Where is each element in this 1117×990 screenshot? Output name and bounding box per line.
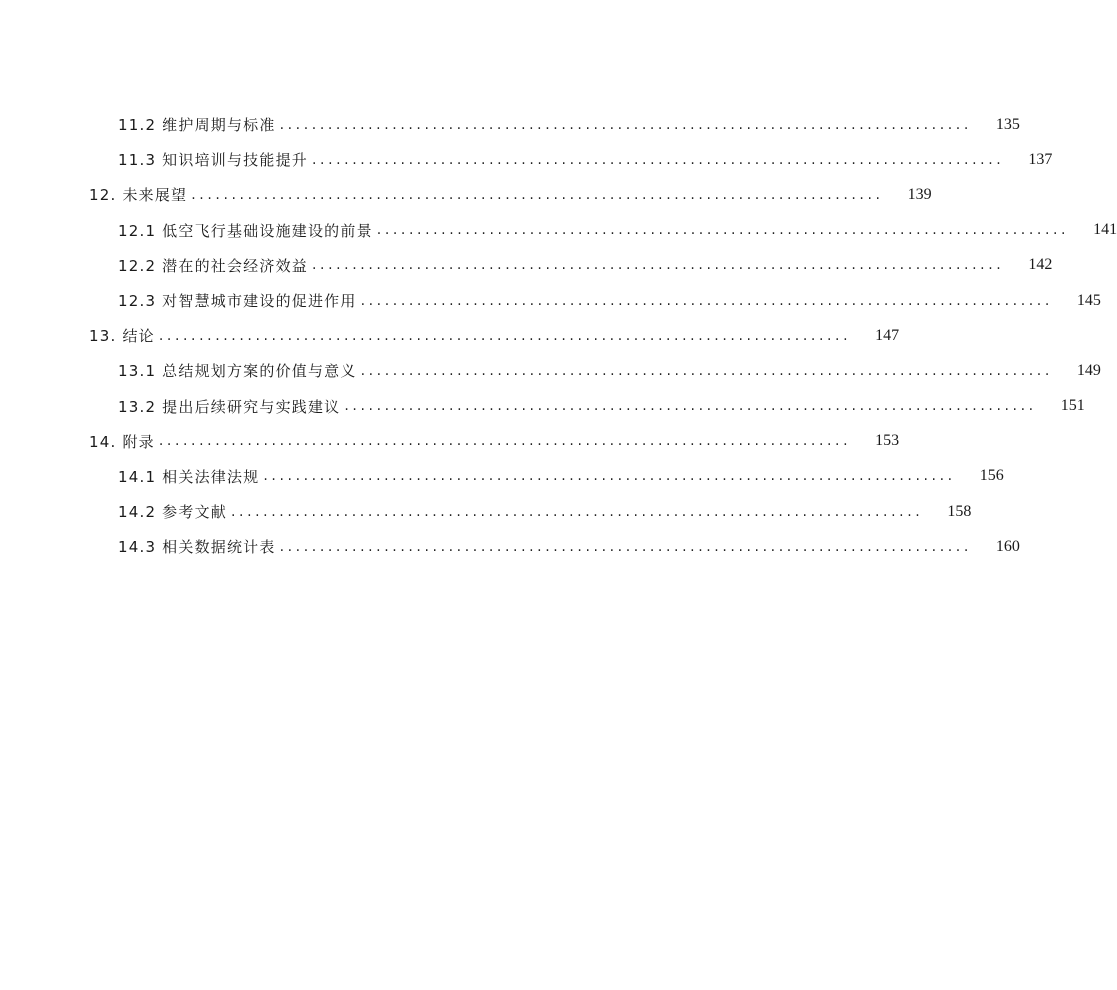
toc-entry-number: 11.2 bbox=[118, 116, 157, 135]
toc-entry[interactable] bbox=[0, 494, 972, 529]
toc-entry[interactable] bbox=[0, 353, 1101, 388]
toc-entry-title: 潜在的社会经济效益 bbox=[162, 256, 308, 275]
toc-entry[interactable] bbox=[0, 389, 1085, 424]
toc-page-number: 158 bbox=[947, 502, 972, 520]
dot-leader: ...................................................................................... bbox=[360, 292, 1053, 309]
toc-entry-title: 相关法律法规 bbox=[162, 467, 260, 486]
toc-entry-title: 未来展望 bbox=[122, 186, 188, 205]
dot-leader: ...................................................................................... bbox=[376, 222, 1070, 239]
toc-page-number: 141 bbox=[1093, 221, 1117, 239]
toc-entry[interactable] bbox=[0, 318, 900, 353]
toc-page-number: 139 bbox=[907, 185, 932, 203]
toc-entry-title: 提出后续研究与实践建议 bbox=[162, 397, 341, 416]
toc-entry-number: 14.3 bbox=[118, 538, 157, 557]
toc-entry-title: 附录 bbox=[122, 432, 155, 451]
toc-entry-number: 13. bbox=[89, 327, 117, 346]
toc-page-number: 135 bbox=[995, 115, 1020, 133]
toc-page-number: 149 bbox=[1076, 361, 1101, 379]
toc-entry[interactable] bbox=[0, 459, 1004, 494]
dot-leader: ...................................................................................... bbox=[191, 186, 884, 203]
toc-entry[interactable] bbox=[0, 107, 1020, 142]
toc-entry-number: 12.1 bbox=[118, 221, 157, 240]
dot-leader: ...................................................................................... bbox=[230, 503, 924, 520]
toc-entry-number: 11.3 bbox=[118, 151, 157, 170]
dot-leader: ...................................................................................... bbox=[344, 398, 1037, 415]
toc-entry[interactable] bbox=[0, 213, 1117, 248]
toc-entry-title: 相关数据统计表 bbox=[162, 538, 276, 557]
toc-entry-number: 14.1 bbox=[118, 467, 157, 486]
toc-entry[interactable] bbox=[0, 248, 1053, 283]
dot-leader: ...................................................................................... bbox=[158, 433, 852, 450]
dot-leader: ...................................................................................... bbox=[263, 468, 956, 485]
dot-leader: ...................................................................................... bbox=[279, 538, 972, 555]
toc-entry-title: 总结规划方案的价值与意义 bbox=[162, 362, 357, 381]
dot-leader: ...................................................................................... bbox=[360, 362, 1053, 379]
toc-page-number: 145 bbox=[1076, 291, 1101, 309]
toc-entry[interactable] bbox=[0, 529, 1020, 564]
toc-entry-title: 结论 bbox=[122, 327, 155, 346]
toc-entry[interactable] bbox=[0, 424, 900, 459]
toc-page-number: 137 bbox=[1028, 150, 1053, 168]
toc-entry-title: 参考文献 bbox=[162, 503, 227, 522]
toc-entry[interactable] bbox=[0, 142, 1053, 177]
dot-leader: ...................................................................................... bbox=[279, 116, 972, 133]
toc-entry[interactable] bbox=[0, 177, 932, 212]
toc-entry-number: 12.2 bbox=[118, 256, 157, 275]
dot-leader: ...................................................................................... bbox=[158, 327, 852, 344]
toc-entry-number: 12.3 bbox=[118, 292, 157, 311]
dot-leader: ...................................................................................... bbox=[311, 257, 1005, 274]
table-of-contents bbox=[0, 107, 1117, 564]
dot-leader: ...................................................................................... bbox=[311, 151, 1005, 168]
toc-page-number: 153 bbox=[875, 432, 900, 450]
toc-entry-number: 13.1 bbox=[118, 362, 157, 381]
toc-entry-number: 12. bbox=[89, 186, 117, 205]
toc-page-number: 160 bbox=[995, 537, 1020, 555]
toc-page-number: 147 bbox=[875, 326, 900, 344]
toc-entry-number: 14.2 bbox=[118, 503, 157, 522]
toc-page-number: 142 bbox=[1028, 256, 1053, 274]
toc-entry-number: 14. bbox=[89, 432, 117, 451]
toc-entry[interactable] bbox=[0, 283, 1101, 318]
toc-entry-title: 低空飞行基础设施建设的前景 bbox=[162, 221, 373, 240]
toc-entry-title: 对智慧城市建设的促进作用 bbox=[162, 292, 357, 311]
toc-entry-title: 知识培训与技能提升 bbox=[162, 151, 308, 170]
toc-entry-title: 维护周期与标准 bbox=[162, 116, 276, 135]
toc-page-number: 151 bbox=[1060, 397, 1085, 415]
toc-page-number: 156 bbox=[979, 467, 1004, 485]
toc-entry-number: 13.2 bbox=[118, 397, 157, 416]
